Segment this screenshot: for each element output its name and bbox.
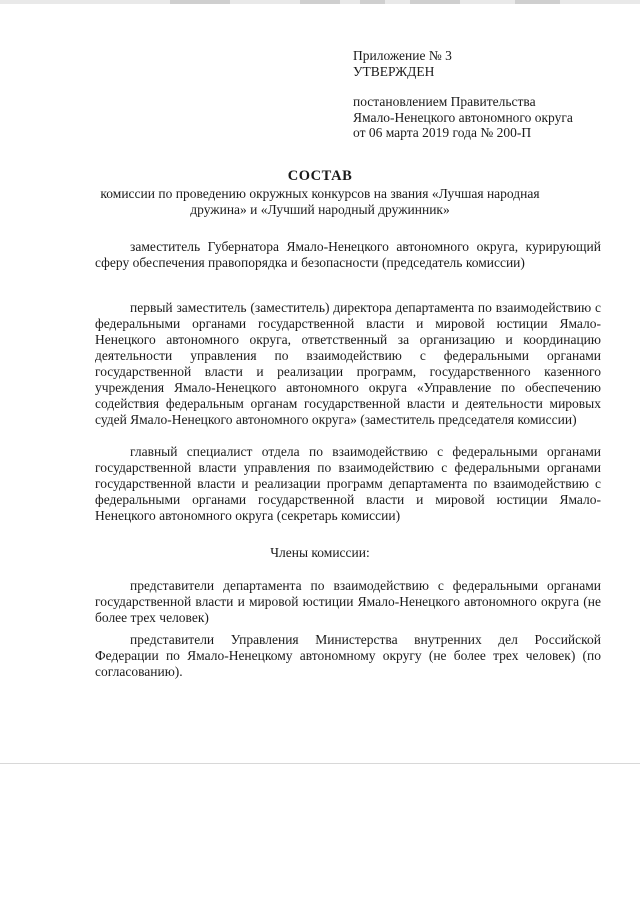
member-item: представители департамента по взаимодействию с федеральными органами государственной власти и мировой юстиции Ямало-Ненецкого автономного округа (не более трех человек) (95, 578, 601, 625)
paragraph-deputy-chairman: первый заместитель (заместитель) директора департамента по взаимодействию с федеральными органами государственной власти и мировой юстиции Ямало-Ненецкого автономного округа, ответственный за организацию и координацию деятельности управления по взаимодействию с федеральными органами государственной власти и реализации программ, государственного казенного учреждения Ямало-Ненецкого автономного округа «Управление по обеспечению содействия федеральным органам государственной власти и деятельности мировых судей Ямало-Ненецкого автономного округа» (заместитель председателя комиссии) (95, 300, 601, 427)
approved-label: УТВЕРЖДЕН (353, 63, 435, 79)
paragraph-secretary: главный специалист отдела по взаимодействию с федеральными органами государственной власти управления по взаимодействию с федеральными органами государственной власти и реализации программ департамента по взаимодействию с федеральными органами государственной власти и мировой юстиции Ямало-Ненецкого автономного округа (секретарь комиссии) (95, 444, 601, 523)
paragraph-chairman: заместитель Губернатора Ямало-Ненецкого автономного округа, курирующий сферу обеспечения правопорядка и безопасности (председатель комиссии) (95, 239, 601, 270)
decree-line-1: постановлением Правительства (353, 94, 536, 109)
decree-line-2: Ямало-Ненецкого автономного округа (353, 109, 573, 125)
members-heading: Члены комиссии: (270, 545, 370, 560)
document-title: СОСТАВ (287, 168, 353, 184)
scan-marks (0, 0, 640, 5)
scan-blank-bottom (0, 763, 640, 906)
appendix-label: Приложение № 3 (353, 48, 452, 63)
member-item: представители Управления Министерства внутренних дел Российской Федерации по Ямало-Ненецкому автономному округу (не более трех человек) (по согласованию). (95, 632, 601, 679)
decree-line-3: от 06 марта 2019 года № 200-П (353, 125, 532, 140)
approval-block (353, 48, 613, 141)
document-subtitle: комиссии по проведению окружных конкурсов на звания «Лучшая народная дружина» и «Лучший народный дружинник» (100, 186, 540, 217)
